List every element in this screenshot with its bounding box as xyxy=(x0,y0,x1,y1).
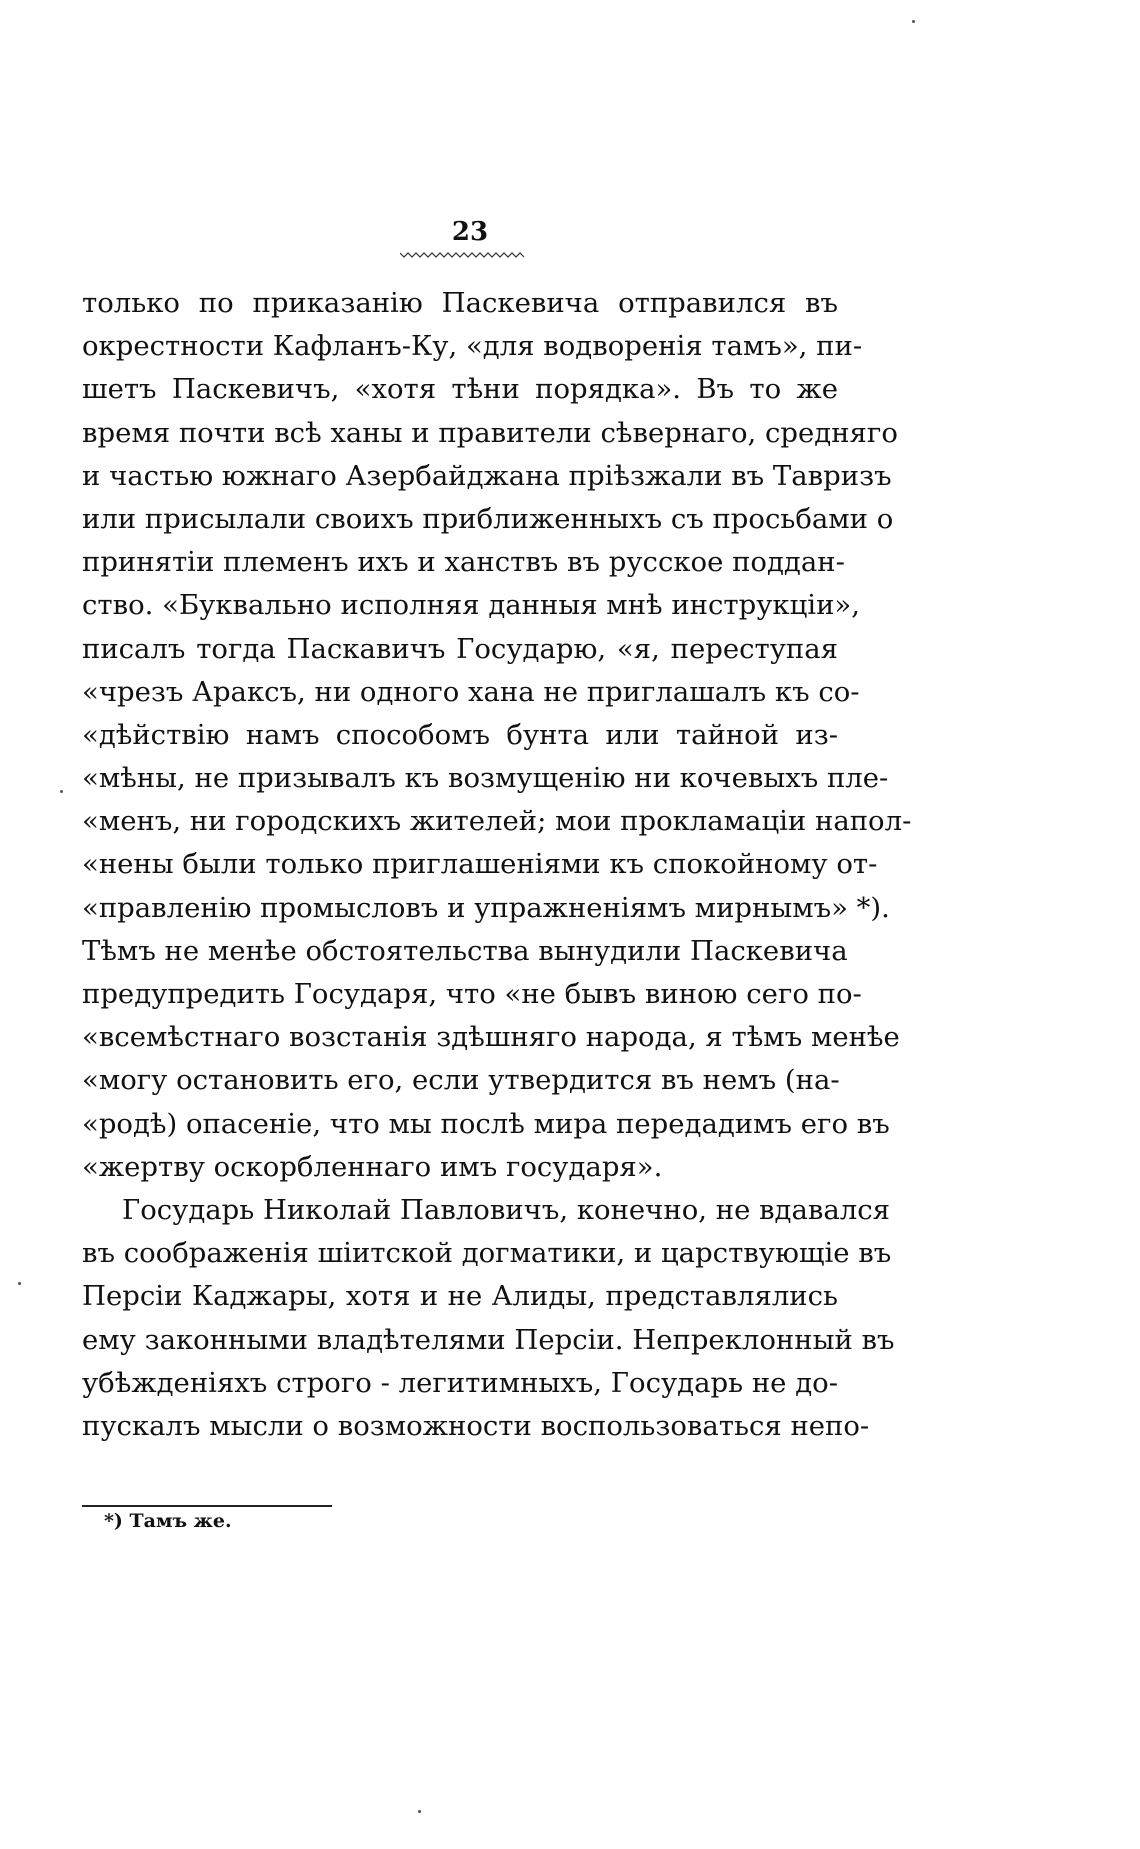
text-line: «жертву оскорбленнаго имъ государя». xyxy=(82,1150,663,1183)
scan-speck xyxy=(418,1810,421,1813)
text-line: «всемѣстнаго возстанія здѣшняго народа, я тѣмъ менѣе xyxy=(82,1021,900,1054)
text-line: шетъ Паскевичъ, «хотя тѣни порядка». Въ то же xyxy=(82,373,838,406)
page-number-ornament xyxy=(400,250,526,260)
text-line: «нены были только приглашеніями къ спокойному от- xyxy=(82,848,878,881)
text-line: окрестности Кафланъ-Ку, «для водворенія тамъ», пи- xyxy=(82,330,863,363)
text-line: въ соображенія шiитской догматики, и царствующіе въ xyxy=(82,1237,892,1270)
page-number: 23 xyxy=(451,217,489,247)
text-line: Персіи Каджары, хотя и не Алиды, представлялись xyxy=(82,1280,838,1313)
scan-speck xyxy=(912,20,915,23)
text-line: «могу остановить его, если утвердится въ немъ (на- xyxy=(82,1064,840,1097)
text-line: и частью южнаго Азербайджана пріѣзжали въ Тавризъ xyxy=(82,459,892,492)
text-line: «менъ, ни городскихъ жителей; мои прокламаціи напол- xyxy=(82,805,912,838)
text-line: принятіи племенъ ихъ и ханствъ въ русское поддан- xyxy=(82,546,845,579)
text-line: Государь Николай Павловичъ, конечно, не вдавался xyxy=(122,1193,890,1226)
text-line: «родѣ) опасеніе, что мы послѣ мира передадимъ его въ xyxy=(82,1107,890,1140)
footnote: *) Тамъ же. xyxy=(104,1510,232,1532)
scan-speck xyxy=(60,790,63,793)
scan-speck xyxy=(18,1282,21,1285)
text-line: убѣжденіяхъ строго - легитимныхъ, Государь не до- xyxy=(82,1366,838,1399)
text-line: Тѣмъ не менѣе обстоятельства вынудили Паскевича xyxy=(82,934,848,967)
text-line: только по приказанію Паскевича отправился въ xyxy=(82,287,838,319)
text-line: «правленію промысловъ и упражненіямъ мирнымъ» *). xyxy=(82,891,890,924)
main-text xyxy=(82,282,912,1448)
text-line: писалъ тогда Паскавичъ Государю, «я, переступая xyxy=(82,632,838,665)
text-line: время почти всѣ ханы и правители сѣвернаго, средняго xyxy=(82,416,898,449)
text-line: «дѣйствію намъ способомъ бунта или тайной из- xyxy=(82,718,838,751)
text-line: «мѣны, не призывалъ къ возмущенію ни кочевыхъ пле- xyxy=(82,762,889,795)
text-line: предупредить Государя, что «не бывъ виною сего по- xyxy=(82,978,862,1010)
text-line: ему законными владѣтелями Персіи. Непреклонный въ xyxy=(82,1323,895,1356)
text-line: ство. «Буквально исполняя данныя мнѣ инструкціи», xyxy=(82,589,860,622)
text-line: пускалъ мысли о возможности воспользоваться непо- xyxy=(82,1409,870,1442)
text-line: или присылали своихъ приближенныхъ съ просьбами о xyxy=(82,502,894,535)
text-line: «чрезъ Араксъ, ни одного хана не приглашалъ къ со- xyxy=(82,675,860,708)
